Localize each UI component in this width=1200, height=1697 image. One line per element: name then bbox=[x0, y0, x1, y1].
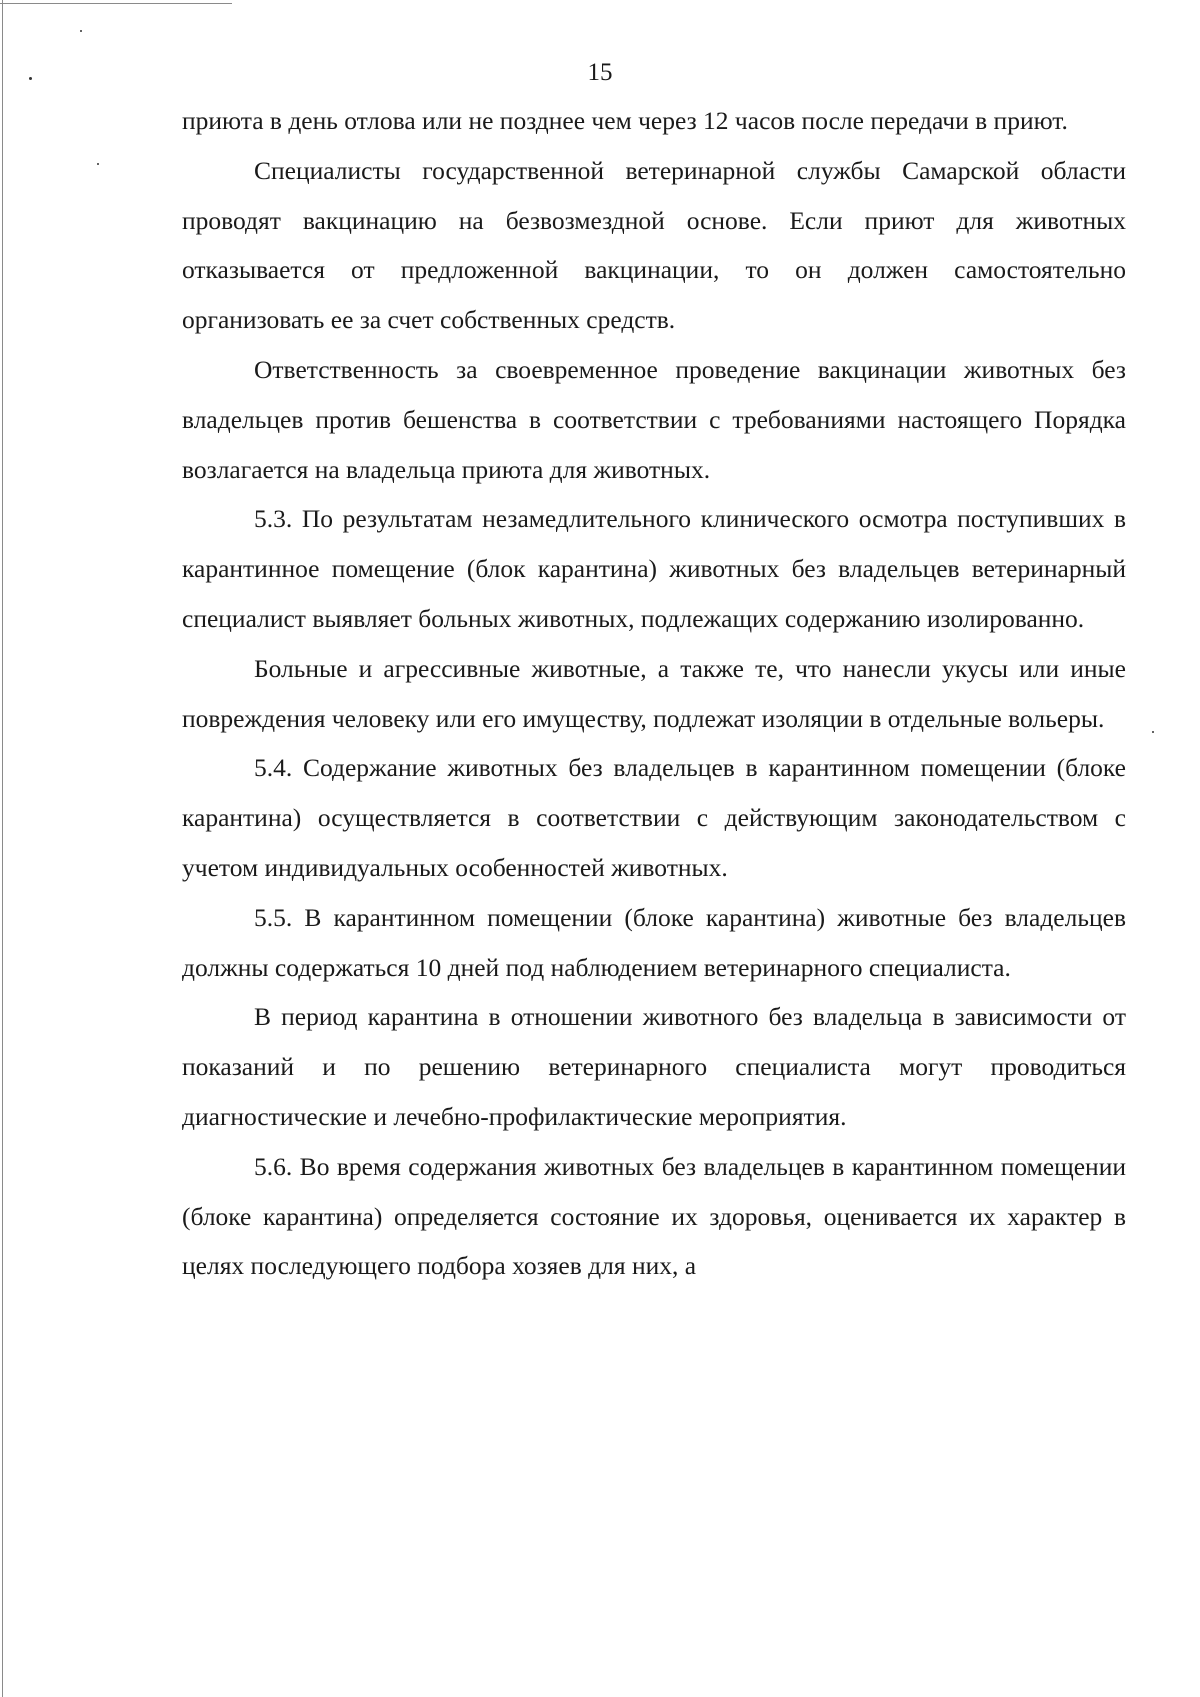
paragraph: Больные и агрессивные животные, а также те, что нанесли укусы или иные повреждения человеку или его имуществу, подлежат изоляции в отдельные вольеры. bbox=[182, 653, 1126, 733]
paragraph: 5.5. В карантинном помещении (блоке карантина) животные без владельцев должны содержаться 10 дней под наблюдением ветеринарного специалиста. bbox=[182, 902, 1126, 982]
paragraph: 5.6. Во время содержания животных без владельцев в карантинном помещении (блоке карантина) определяется состояние их здоровья, оценивается их характер в целях последующего подбора хозяев для них, а bbox=[182, 1151, 1126, 1281]
scan-edge-left bbox=[2, 0, 3, 1697]
paragraph: приюта в день отлова или не позднее чем через 12 часов после передачи в приют. bbox=[182, 106, 1068, 135]
scan-speck bbox=[80, 30, 82, 32]
paragraph: Специалисты государственной ветеринарной службы Самарской области проводят вакцинацию на безвозмездной основе. Если приют для животных отказывается от предложенной вакцинации, то он должен самостоятельно организовать ее за счет собственных средств. bbox=[182, 155, 1126, 335]
scan-edge-top bbox=[0, 3, 232, 4]
paragraph: 5.4. Содержание животных без владельцев в карантинном помещении (блоке карантина) осуществляется в соответствии с действующим законодательством с учетом индивидуальных особенностей животных. bbox=[182, 753, 1126, 882]
paragraph: Ответственность за своевременное проведение вакцинации животных без владельцев против бешенства в соответствии с требованиями настоящего Порядка возлагается на владельца приюта для животных. bbox=[182, 354, 1126, 484]
paragraph: 5.3. По результатам незамедлительного клинического осмотра поступивших в карантинное помещение (блок карантина) животных без владельцев ветеринарный специалист выявляет больных животных, подлежащих содержанию изолированно. bbox=[182, 504, 1126, 633]
document-body bbox=[182, 96, 1126, 1291]
page-number: 15 bbox=[587, 59, 613, 86]
paragraph: В период карантина в отношении животного без владельца в зависимости от показаний и по решению ветеринарного специалиста могут проводиться диагностические и лечебно-профилактические мероприятия. bbox=[182, 1002, 1126, 1131]
scan-speck bbox=[1152, 731, 1154, 733]
scan-speck bbox=[97, 163, 99, 165]
